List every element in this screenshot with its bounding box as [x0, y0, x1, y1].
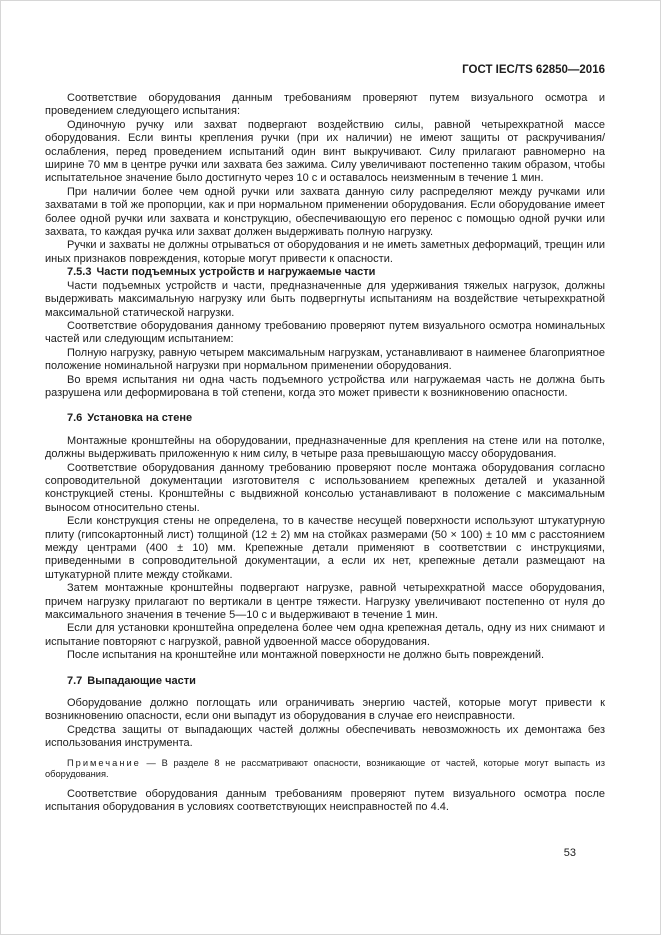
paragraph: Одиночную ручку или захват подвергают воздействию силы, равной четырехкратной массе оборудования. Если винты крепления ручки (при их наличии) не имеют защиты от раскручивания/ослабления, перед проведением испытаний один винт выкручивают. Силу прилагают равномерно на ширине 70 мм в центре ручки или захвата без зажима. Силу увеличивают постепенно таким образом, чтобы испытательное значение было достигнуто через 10 с и оставалось неизменным в течение 1 мин. — [45, 118, 605, 185]
paragraph: Соответствие оборудования данным требованиям проверяют путем визуального осмотра и проведением следующего испытания: — [45, 92, 605, 118]
section-title: Выпадающие части — [87, 674, 196, 687]
paragraph: Если конструкция стены не определена, то в качестве несущей поверхности используют штукатурную плиту (гипсокартонный лист) толщиной (12 ± 2) мм на стойках размерами (50 × 100) ± 10 мм с расстоянием между центрами (400 ± 10) мм. Крепежные детали применяют в соответствии с инструкциями, приведенными в сопроводительной документации, а если их нет, крепежные детали размещают на штукатурной плите между стойками. — [45, 515, 605, 581]
paragraph: После испытания на кронштейне или монтажной поверхности не должно быть повреждений. — [67, 649, 545, 662]
paragraph: Части подъемных устройств и части, предназначенные для удерживания тяжелых нагрузок, должны выдерживать максимальную нагрузку или быть подвергнуты испытаниям на воздействие четырехкратной максимальной статической нагрузки. — [45, 279, 605, 319]
paragraph: Полную нагрузку, равную четырем максимальным нагрузкам, устанавливают в наименее благоприятное положение номинальной нагрузки при нормальном применении оборудования. — [45, 346, 605, 373]
section-number: 7.6 — [67, 412, 83, 425]
paragraph: Если для установки кронштейна определена более чем одна крепежная деталь, одну из них снимают и испытание повторяют с нагрузкой, равной удвоенной массе оборудования. — [45, 622, 605, 648]
paragraph: Во время испытания ни одна часть подъемного устройства или нагружаемая часть не должна быть разрушена или деформирована в той степени, когда это может привести к возникновению опасности. — [45, 373, 605, 399]
running-header: ГОСТ IEC/TS 62850—2016 — [462, 64, 605, 76]
section-title: Установка на стене — [87, 412, 193, 425]
section-heading-7-7 — [45, 675, 605, 688]
paragraph: Оборудование должно поглощать или ограничивать энергию частей, которые могут привести к возникновению опасности, если они выпадут из оборудования в случае его неисправности. — [45, 697, 605, 723]
note-text: — В разделе 8 не рассматривают опасности, возникающие от частей, которые могут выпасть из оборудования. — [45, 757, 606, 780]
section-heading-7-6 — [45, 412, 605, 425]
paragraph: Затем монтажные кронштейны подвергают нагрузке, равной четырехкратной массе оборудования, причем нагрузку прилагают по вертикали в центре тяжести. Нагрузку увеличивают постепенно от нуля до максимального значения в течение 5—10 с и выдерживают в течение 1 мин. — [45, 582, 605, 622]
paragraph: Соответствие оборудования данному требованию проверяют путем визуального осмотра номинальных частей или следующим испытанием: — [45, 319, 605, 346]
section-number: 7.5.3 — [67, 266, 92, 279]
document-content — [45, 63, 605, 815]
paragraph: Соответствие оборудования данному требованию проверяют после монтажа оборудования согласно сопроводительной документации изготовителя с использованием крепежных деталей и указанной конструкцией стены. Кронштейны с выдвижной консолью устанавливают в положение с максимальным выносом относительно стены. — [45, 461, 605, 514]
note-label: Примечание — [67, 757, 141, 768]
paragraph: Ручки и захваты не должны отрываться от оборудования и не иметь заметных деформаций, трещин или иных признаков повреждения, которые могут привести к опасности. — [45, 239, 605, 265]
section-number: 7.7 — [67, 674, 83, 687]
paragraph: Монтажные кронштейны на оборудовании, предназначенные для крепления на стене или на потолке, должны выдерживать приложенную к ним силу, в четыре раза превышающую массу оборудования. — [45, 434, 605, 461]
section-title: Части подъемных устройств и нагружаемые части — [96, 266, 376, 279]
section-heading-7-5-3 — [45, 266, 605, 279]
page-number: 53 — [563, 847, 576, 859]
paragraph: Средства защиты от выпадающих частей должны обеспечивать невозможность их демонтажа без использования инструмента. — [45, 723, 605, 750]
paragraph: При наличии более чем одной ручки или захвата данную силу распределяют между ручками или захватами в той же пропорции, как и при нормальном применении оборудования. Если оборудование имеет более одной ручки или захвата и конструкцию, обеспечивающую его перенос с помощью одной ручки или захвата, то каждая ручка или захват должен выдерживать полную нагрузку. — [45, 185, 605, 239]
note — [45, 758, 605, 781]
paragraph: Соответствие оборудования данным требованиям проверяют путем визуального осмотра после испытания оборудования в условиях соответствующих неисправностей по 4.4. — [45, 787, 605, 814]
